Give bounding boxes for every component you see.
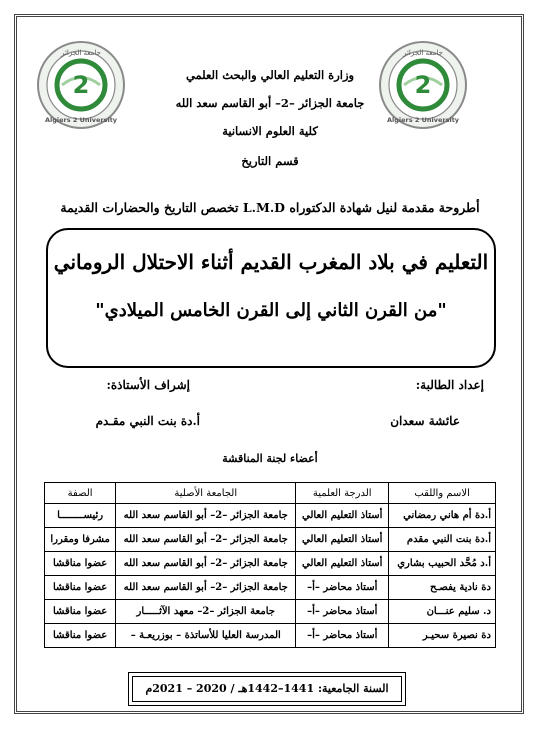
seal-emblem: 2: [72, 71, 90, 99]
member-name: أ.دة أم هاني رمضاني: [389, 504, 496, 528]
member-name: أ.د مُحَّد الحبيب بشاري: [389, 552, 496, 576]
member-role: مشرفا ومقررا: [45, 528, 116, 552]
member-university: جامعة الجزائر –2– أبو القاسم سعد الله: [116, 552, 296, 576]
thesis-title: التعليم في بلاد المغرب القديم أثناء الاحتلال الروماني: [53, 250, 489, 274]
member-university: جامعة الجزائر –2– أبو القاسم سعد الله: [116, 504, 296, 528]
table-row: [45, 576, 496, 600]
table-row: [45, 624, 496, 648]
member-university: جامعة الجزائر –2– أبو القاسم سعد الله: [116, 528, 296, 552]
header-name: الاسم واللقب: [389, 483, 496, 504]
member-role: عضوا مناقشا: [45, 552, 116, 576]
table-header-row: [45, 483, 496, 504]
member-university: جامعة الجزائر –2– معهد الآثـــــار: [116, 600, 296, 624]
thesis-subtitle: "من القرن الثاني إلى القرن الخامس الميلادي": [95, 300, 447, 321]
seal-arabic-text: جامعة الجزائر: [61, 49, 101, 57]
member-rank: أستاذ محاضر –أ–: [296, 600, 389, 624]
degree-line: أطروحة مقدمة لنيل شهادة الدكتوراه L.M.D تخصص التاريخ والحضارات القديمة: [60, 200, 480, 215]
header-university: الجامعة الأصلية: [116, 483, 296, 504]
faculty-line: كلية العلوم الانسانية: [222, 124, 318, 138]
member-rank: أستاذ التعليم العالي: [296, 528, 389, 552]
member-rank: أستاذ محاضر –أ–: [296, 624, 389, 648]
title-box: [46, 228, 496, 368]
member-university: جامعة الجزائر –2– أبو القاسم سعد الله: [116, 576, 296, 600]
university-line: جامعة الجزائر –2– أبو القاسم سعد الله: [175, 96, 365, 110]
member-rank: أستاذ محاضر –أ–: [296, 576, 389, 600]
member-name: دة نصيرة سحيـر: [389, 624, 496, 648]
academic-year-box: [132, 676, 402, 702]
member-role: عضوا مناقشا: [45, 624, 116, 648]
committee-title: أعضاء لجنة المناقشة: [222, 452, 318, 465]
committee-table: [44, 482, 496, 648]
department-line: قسم التاريخ: [241, 154, 299, 168]
header-role: الصفة: [45, 483, 116, 504]
supervision-label: إشراف الأستاذة:: [106, 378, 190, 392]
member-rank: أستاذ التعليم العالي: [296, 552, 389, 576]
ministry-line: وزارة التعليم العالي والبحث العلمي: [185, 68, 355, 82]
member-name: أ.دة بنت النبي مقدم: [389, 528, 496, 552]
table-row: [45, 528, 496, 552]
member-role: رئيســــــــا: [45, 504, 116, 528]
header-rank: الدرجة العلمية: [296, 483, 389, 504]
supervisor-name: أ.دة بنت النبي مقـدم: [95, 414, 200, 428]
member-name: د. سليم عنـــان: [389, 600, 496, 624]
member-role: عضوا مناقشا: [45, 600, 116, 624]
member-role: عضوا مناقشا: [45, 576, 116, 600]
member-university: المدرسة العليا للأساتذة – بوزريعـة –: [116, 624, 296, 648]
university-seal-right: [378, 40, 468, 130]
student-name: عائشة سعدان: [390, 414, 460, 428]
member-name: دة نادية يفصـح: [389, 576, 496, 600]
university-seal-left: [36, 40, 126, 130]
table-row: [45, 552, 496, 576]
table-row: [45, 504, 496, 528]
table-row: [45, 600, 496, 624]
seal-emblem: 2: [414, 71, 432, 99]
academic-year: السنة الجامعية: 1441–1442هـ / 2020 – 2021م: [145, 682, 389, 695]
prepared-by-label: إعداد الطالبة:: [415, 378, 484, 392]
seal-english-text: Algiers 2 University: [44, 116, 118, 124]
member-rank: أستاذ التعليم العالي: [296, 504, 389, 528]
seal-english-text: Algiers 2 University: [386, 116, 460, 124]
seal-arabic-text: جامعة الجزائر: [403, 49, 443, 57]
